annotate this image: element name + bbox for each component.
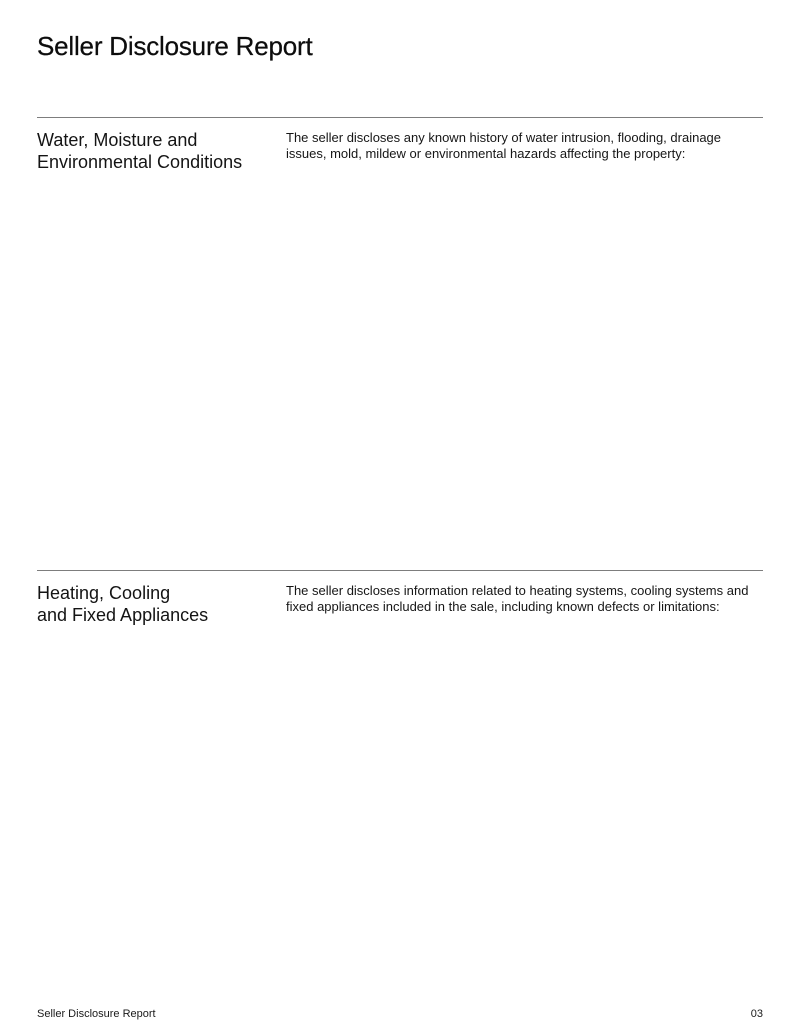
section-heading-line: Heating, Cooling <box>37 583 171 603</box>
page-footer <box>37 1007 763 1021</box>
section-heading-line: and Fixed Appliances <box>37 605 209 625</box>
section-heading <box>37 582 272 626</box>
section-description <box>286 583 763 615</box>
section-heating-cooling-appliances <box>37 570 763 990</box>
page-number: 03 <box>750 1008 763 1020</box>
section-heading-line: Water, Moisture and <box>37 130 198 150</box>
section-description-line: issues, mold, mildew or environmental hazards affecting the property: <box>286 146 686 161</box>
footer-document-title: Seller Disclosure Report <box>37 1008 156 1020</box>
section-description-line: fixed appliances included in the sale, including known defects or limitations: <box>286 599 720 614</box>
section-heading-line: Environmental Conditions <box>37 152 243 172</box>
section-heading <box>37 129 272 173</box>
section-description-line: The seller discloses information related to heating systems, cooling systems and <box>286 583 749 598</box>
section-divider <box>37 570 763 571</box>
section-description <box>286 130 763 162</box>
page-title: Seller Disclosure Report <box>37 31 313 61</box>
section-divider <box>37 117 763 118</box>
section-water-moisture-environmental <box>37 117 763 570</box>
disclosure-response-area <box>286 177 763 557</box>
section-description-line: The seller discloses any known history of water intrusion, flooding, drainage <box>286 130 722 145</box>
disclosure-response-area <box>286 630 763 980</box>
